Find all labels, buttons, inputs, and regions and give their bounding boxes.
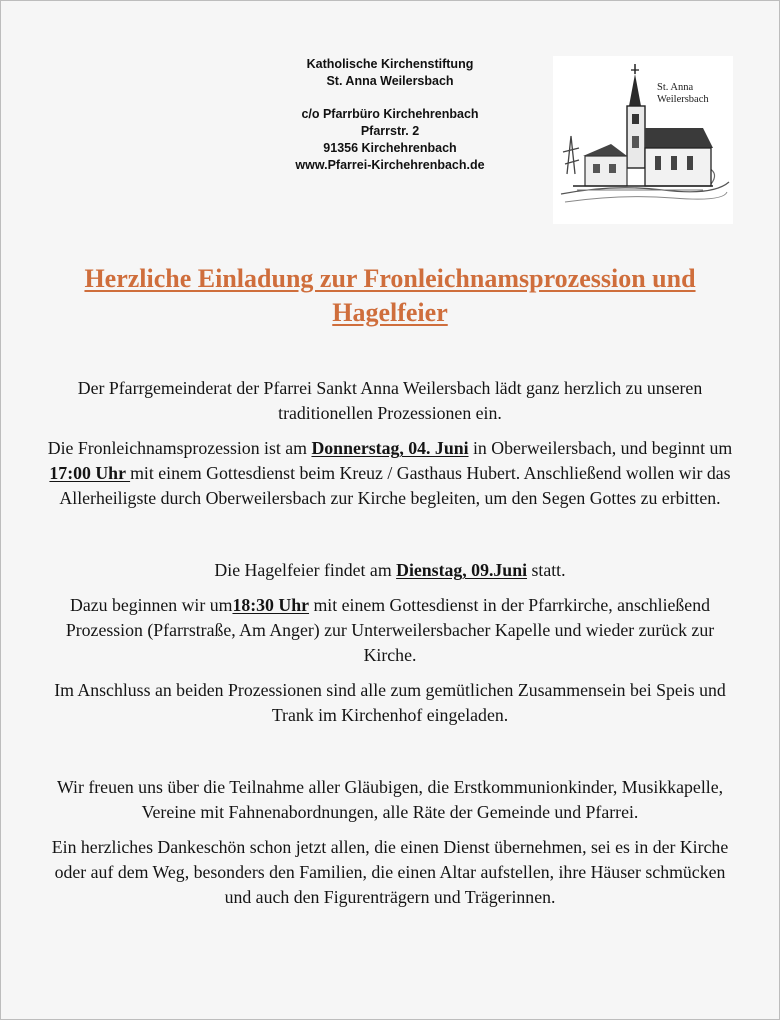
invitation-title: Herzliche Einladung zur Fronleichnamsprozession und Hagelfeier: [84, 264, 696, 327]
fronleichnam-text-2: in Oberweilersbach, und beginnt um: [468, 438, 733, 458]
hagelfeier-details-text-2: mit einem Gottesdienst in der Pfarrkirche, anschließend Prozession (Pfarrstraße, Am Anger) zur Unterweilersbacher Kapelle und wieder zurück zur Kirche.: [65, 595, 715, 665]
gathering-paragraph: Im Anschluss an beiden Prozessionen sind alle zum gemütlichen Zusammensein bei Speis und Trank im Kirchenhof eingeladen.: [54, 680, 726, 725]
fronleichnam-date: Donnerstag, 04. Juni: [311, 438, 469, 458]
hagelfeier-date: Dienstag, 09.Juni: [396, 560, 528, 580]
street-line: Pfarrstr. 2: [360, 124, 420, 138]
participation-paragraph: Wir freuen uns über die Teilnahme aller Gläubigen, die Erstkommunionkinder, Musikkapelle, Vereine mit Fahnenabordnungen, alle Räte der Gemeinde und Pfarrei.: [56, 777, 724, 822]
hagelfeier-text-2: statt.: [527, 560, 566, 580]
hagelfeier-paragraph: [40, 558, 740, 583]
fronleichnam-paragraph: [40, 436, 740, 511]
website-line: www.Pfarrei-Kirchehrenbach.de: [295, 158, 485, 172]
org-parish: St. Anna Weilersbach: [326, 74, 454, 88]
care-of-line: c/o Pfarrbüro Kirchehrenbach: [301, 107, 479, 121]
intro-paragraph: Der Pfarrgemeinderat der Pfarrei Sankt Anna Weilersbach lädt ganz herzlich zu unseren traditionellen Prozessionen ein.: [77, 378, 703, 423]
fronleichnam-text-3: mit einem Gottesdienst beim Kreuz / Gasthaus Hubert. Anschließend wollen wir das Allerheiligste durch Oberweilersbach zur Kirche begleiten, um den Segen Gottes zu erbitten.: [59, 463, 731, 508]
thanks-paragraph: Ein herzliches Dankeschön schon jetzt allen, die einen Dienst übernehmen, sei es in der Kirche oder auf dem Weg, besonders den Familien, die einen Altar aufstellen, ihre Häuser schmücken und auch den Figurenträgern und Trägerinnen.: [51, 837, 729, 907]
logo-caption: [657, 82, 709, 106]
hagelfeier-text-1: Die Hagelfeier findet am: [214, 560, 397, 580]
church-logo: [553, 56, 733, 224]
org-name: Katholische Kirchenstiftung: [306, 57, 474, 71]
city-line: 91356 Kirchehrenbach: [323, 141, 457, 155]
hagelfeier-details-text-1: Dazu beginnen wir um: [70, 595, 233, 615]
hagelfeier-time: 18:30 Uhr: [232, 595, 310, 615]
hagelfeier-details-paragraph: [40, 593, 740, 668]
fronleichnam-text-1: Die Fronleichnamsprozession ist am: [47, 438, 312, 458]
fronleichnam-time: 17:00 Uhr: [49, 463, 131, 483]
logo-caption-line1: St. Anna: [657, 82, 694, 93]
logo-caption-line2: Weilersbach: [657, 94, 709, 105]
letterhead: [230, 56, 550, 174]
invitation-body: [40, 376, 740, 910]
